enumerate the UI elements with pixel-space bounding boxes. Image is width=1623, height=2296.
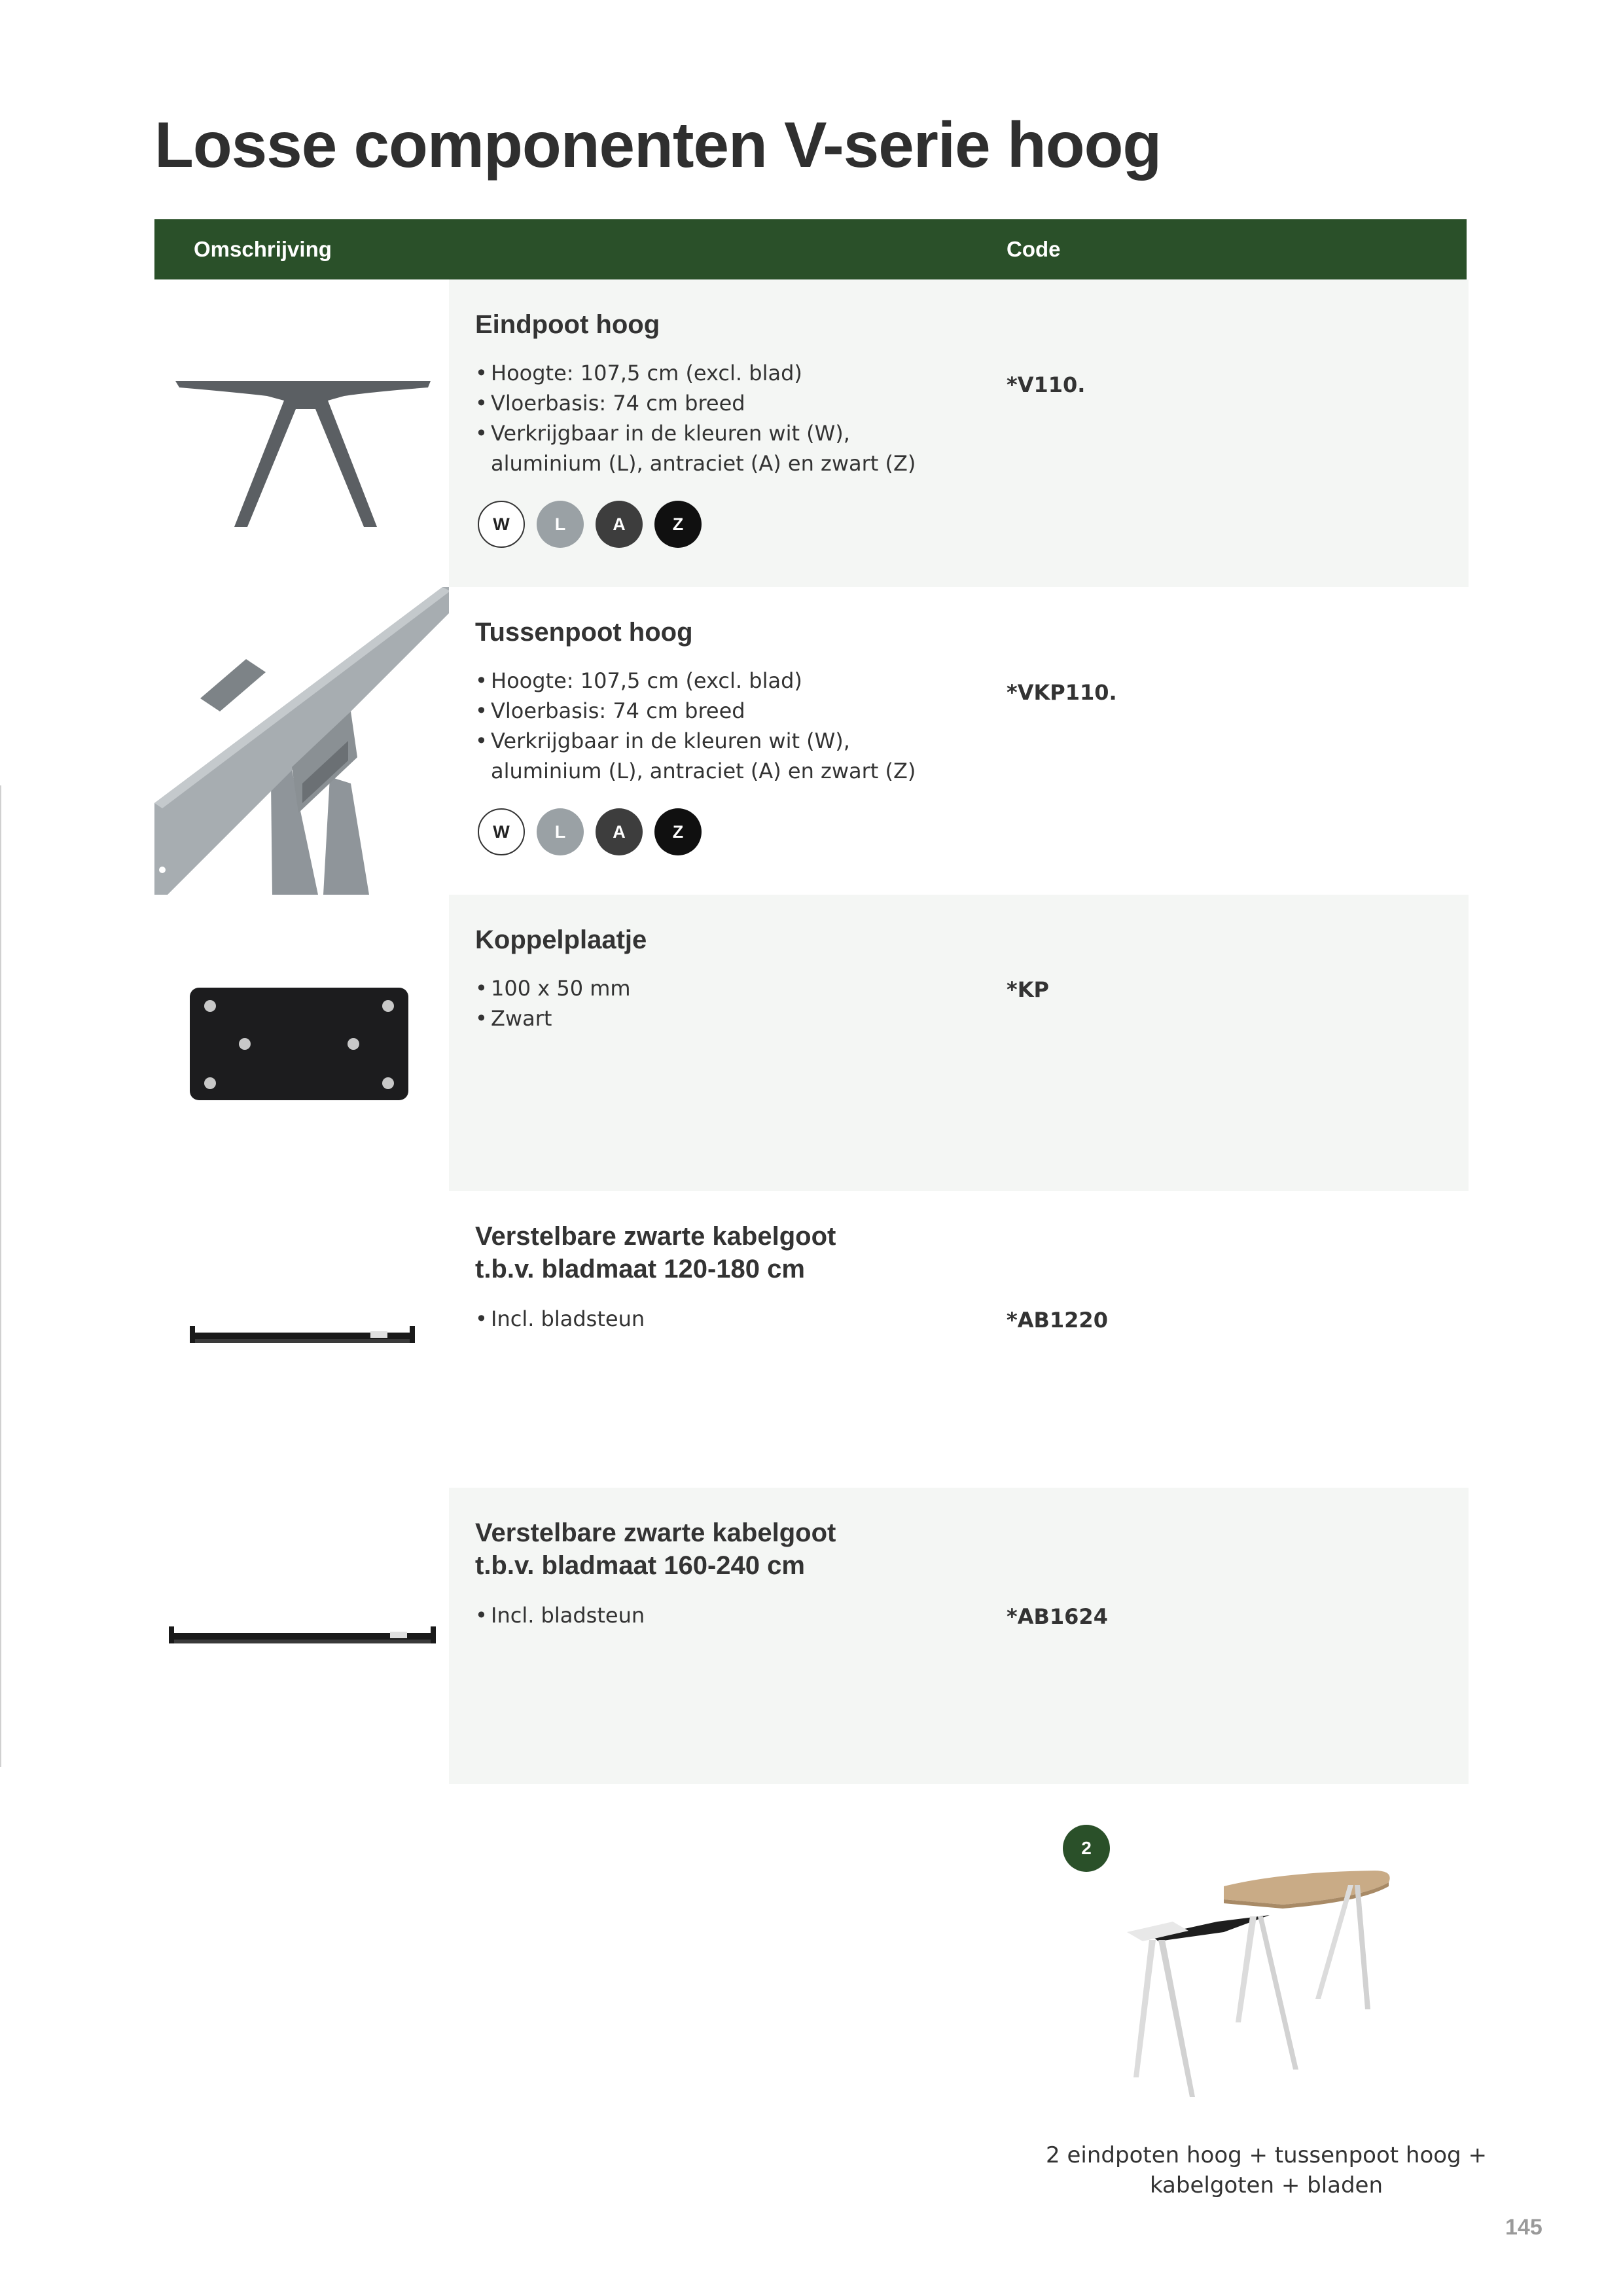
table-header xyxy=(154,219,1467,279)
middle-leg-illustration xyxy=(154,587,449,895)
spec-item: • Vloerbasis: 74 cm breed xyxy=(475,696,916,726)
product-specs xyxy=(475,358,916,478)
spec-item: • Incl. bladsteun xyxy=(475,1304,645,1334)
product-code: *VKP110. xyxy=(1007,680,1117,705)
product-row-kabelgoot-160-240 xyxy=(154,1488,1469,1784)
spec-item: • Verkrijgbaar in de kleuren wit (W), xyxy=(475,418,916,448)
swatch-antraciet: A xyxy=(596,501,643,548)
end-leg-illustration xyxy=(154,279,449,587)
product-row-koppelplaatje xyxy=(154,895,1469,1191)
page-edge-line xyxy=(0,785,1,1767)
caption-line: kabelgoten + bladen xyxy=(1149,2172,1383,2198)
figure-caption xyxy=(1041,2140,1492,2200)
cable-tray-illustration xyxy=(154,1488,449,1784)
swatch-aluminium: L xyxy=(537,808,584,855)
swatch-aluminium: L xyxy=(537,501,584,548)
spec-item: • Zwart xyxy=(475,1003,631,1033)
swatch-white: W xyxy=(478,501,525,548)
product-name-line: t.b.v. bladmaat 120-180 cm xyxy=(475,1255,805,1283)
product-row-kabelgoot-120-180 xyxy=(154,1191,1469,1488)
product-specs xyxy=(475,973,631,1033)
page-title: Losse componenten V-serie hoog xyxy=(154,109,1162,181)
product-name-line: Verstelbare zwarte kabelgoot xyxy=(475,1222,836,1251)
swatch-zwart: Z xyxy=(654,501,702,548)
product-row-eindpoot xyxy=(154,279,1469,587)
product-image-eindpoot xyxy=(154,279,449,587)
column-header-code: Code xyxy=(1007,237,1061,261)
spec-item: • Incl. bladsteun xyxy=(475,1600,645,1630)
spec-item-continued: aluminium (L), antraciet (A) en zwart (Z) xyxy=(491,451,916,476)
color-swatches xyxy=(478,808,702,855)
cable-tray-illustration xyxy=(154,1191,449,1488)
product-code: *AB1624 xyxy=(1007,1604,1108,1629)
product-code: *V110. xyxy=(1007,372,1086,397)
product-specs xyxy=(475,1304,645,1334)
swatch-antraciet: A xyxy=(596,808,643,855)
product-name: Eindpoot hoog xyxy=(475,310,660,339)
product-image-tussenpoot xyxy=(154,587,449,895)
product-code: *KP xyxy=(1007,977,1049,1002)
spec-item: • Hoogte: 107,5 cm (excl. blad) xyxy=(475,358,916,388)
product-name: Koppelplaatje xyxy=(475,925,647,954)
product-specs xyxy=(475,1600,645,1630)
product-image-koppelplaatje xyxy=(154,895,449,1191)
product-name xyxy=(475,1516,972,1582)
spec-item: • Hoogte: 107,5 cm (excl. blad) xyxy=(475,666,916,696)
spec-item-continued: aluminium (L), antraciet (A) en zwart (Z) xyxy=(491,759,916,783)
product-name xyxy=(475,1220,972,1285)
product-row-tussenpoot xyxy=(154,587,1469,895)
page-number: 145 xyxy=(1505,2215,1543,2240)
figure-number-badge: 2 xyxy=(1063,1825,1110,1872)
spec-item: • 100 x 50 mm xyxy=(475,973,631,1003)
swatch-zwart: Z xyxy=(654,808,702,855)
product-code: *AB1220 xyxy=(1007,1308,1108,1333)
product-name-line: t.b.v. bladmaat 160-240 cm xyxy=(475,1551,805,1580)
spec-item: • Vloerbasis: 74 cm breed xyxy=(475,388,916,418)
caption-line: 2 eindpoten hoog + tussenpoot hoog + xyxy=(1046,2142,1487,2168)
color-swatches xyxy=(478,501,702,548)
assembled-table-illustration xyxy=(1113,1859,1427,2108)
spec-item: • Verkrijgbaar in de kleuren wit (W), xyxy=(475,726,916,756)
coupling-plate-illustration xyxy=(154,895,449,1191)
column-header-description: Omschrijving xyxy=(194,237,332,261)
product-name-line: Verstelbare zwarte kabelgoot xyxy=(475,1518,836,1547)
product-image-kabelgoot-120-180 xyxy=(154,1191,449,1488)
product-name: Tussenpoot hoog xyxy=(475,618,693,647)
product-specs xyxy=(475,666,916,786)
product-image-kabelgoot-160-240 xyxy=(154,1488,449,1784)
swatch-white: W xyxy=(478,808,525,855)
